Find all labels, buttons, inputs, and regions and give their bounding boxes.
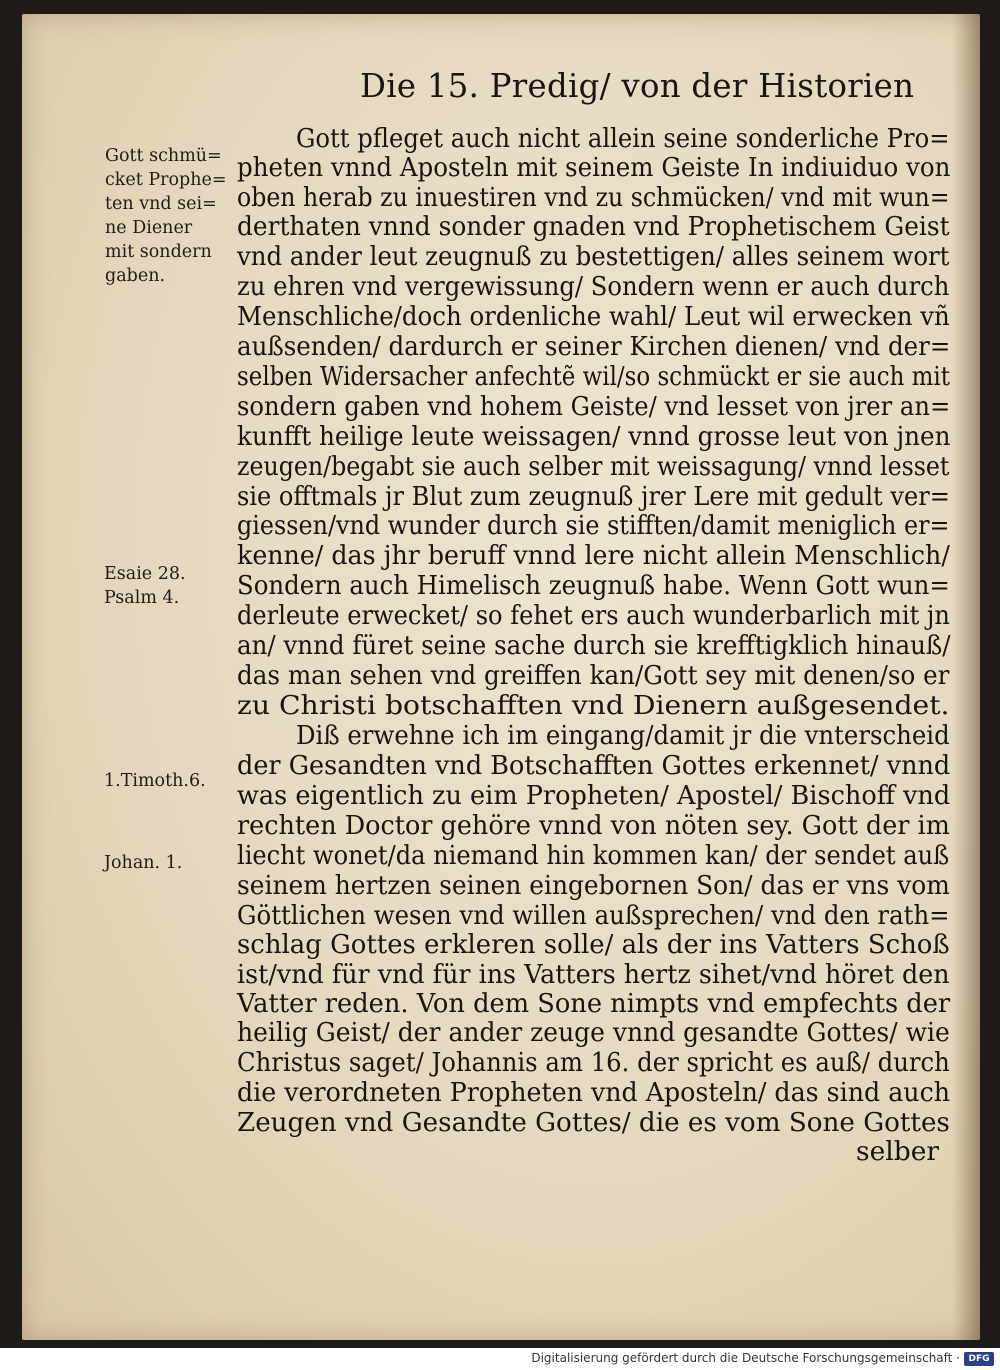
dfg-logo — [964, 1352, 994, 1366]
footer-credit: Digitalisierung gefördert durch die Deutsche Forschungsgemeinschaft · — [531, 1351, 960, 1365]
body-line: an/ vnnd füret seine sache durch sie krefftigklich hinauß/ — [237, 630, 951, 661]
body-line: Vatter reden. Von dem Sone nimpts vnd empfechts der — [237, 988, 951, 1019]
margin-note-line: cket Prophe= — [105, 170, 227, 190]
body-line: seinem hertzen seinen eingebornen Son/ das er vns vom — [237, 870, 950, 901]
margin-note-line: gaben. — [105, 266, 166, 286]
body-line: zu ehren vnd vergewissung/ Sondern wenn er auch durch — [237, 271, 950, 302]
body-line: die verordneten Propheten vnd Aposteln/ das sind auch — [237, 1077, 951, 1108]
body-line: kunfft heilige leute weissagen/ vnnd grosse leut von jnen — [237, 421, 951, 452]
body-line: Sondern auch Himelisch zeugnuß habe. Wenn Gott wun= — [237, 570, 950, 601]
margin-note-esaie: Esaie 28. — [104, 564, 186, 584]
body-line: derleute erwecket/ so fehet ers auch wunderbarlich mit jn — [237, 600, 950, 631]
body-line: sie offtmals jr Blut zum zeugnuß jrer Lere mit gedult ver= — [237, 481, 950, 512]
body-line: derthaten vnnd sonder gnaden vnd Prophetischem Geist — [237, 211, 950, 242]
margin-note-johan: Johan. 1. — [104, 853, 183, 873]
body-line: zu Christi botschafften vnd Dienern außgesendet. — [237, 690, 950, 721]
body-line: schlag Gottes erkleren solle/ als der ins Vatters Schoß — [237, 929, 950, 960]
margin-note-line: ten vnd sei= — [105, 194, 217, 214]
page-spine-shadow — [952, 14, 980, 1340]
body-line: zeugen/begabt sie auch selber mit weissagung/ vnnd lesset — [237, 451, 950, 482]
body-line: Gott pfleget auch nicht allein seine sonderliche Pro= — [296, 123, 950, 154]
body-line: rechten Doctor gehöre vnnd von nöten sey. Gott der im — [237, 810, 950, 841]
body-line: heilig Geist/ der ander zeuge vnnd gesandte Gottes/ wie — [237, 1017, 950, 1048]
margin-note-psalm: Psalm 4. — [104, 588, 180, 608]
margin-note-timoth: 1.Timoth.6. — [104, 771, 206, 791]
body-line: ist/vnd für vnd für ins Vatters hertz sihet/vnd höret den — [237, 959, 950, 990]
body-line: der Gesandten vnd Botschafften Gottes erkennet/ vnnd — [237, 750, 951, 781]
body-line: Göttlichen wesen vnd willen außsprechen/ vnd den rath= — [237, 900, 950, 931]
margin-note-line: ne Diener — [105, 218, 193, 238]
body-line: giessen/vnd wunder durch sie stifften/damit meniglich er= — [237, 510, 950, 541]
body-line: liecht wonet/da niemand hin kommen kan/ der sendet auß — [237, 840, 950, 871]
catchword: selber — [856, 1136, 940, 1167]
body-line: Diß erwehne ich im eingang/damit jr die vnterscheid — [296, 720, 950, 751]
body-line: Christus saget/ Johannis am 16. der spricht es auß/ durch — [237, 1047, 950, 1078]
body-line: das man sehen vnd greiffen kan/Gott sey mit denen/so er — [237, 660, 950, 691]
margin-note-line: mit sondern — [105, 242, 212, 262]
body-line: außsenden/ dardurch er seiner Kirchen dienen/ vnd der= — [237, 331, 951, 362]
body-line: selben Widersacher anfechtẽ wil/so schmückt er sie auch mit — [237, 361, 950, 392]
footer-bar — [0, 1348, 1000, 1370]
body-line: vnd ander leut zeugnuß zu bestettigen/ alles seinem wort — [237, 241, 950, 272]
margin-note-line: Gott schmü= — [105, 146, 222, 166]
body-line: Menschliche/doch ordenliche wahl/ Leut wil erwecken vñ — [237, 301, 950, 332]
body-line: sondern gaben vnd hohem Geiste/ vnd lesset von jrer an= — [237, 391, 951, 422]
body-line: Zeugen vnd Gesandte Gottes/ die es vom Sone Gottes — [237, 1107, 950, 1138]
body-line: kenne/ das jhr beruff vnnd lere nicht allein Menschlich/ — [237, 540, 950, 571]
body-line: oben herab zu inuestiren vnd zu schmücken/ vnd mit wun= — [237, 182, 950, 213]
dfg-logo-text: DFG — [968, 1354, 990, 1364]
body-line: was eigentlich zu eim Propheten/ Apostel/ Bischoff vnd — [237, 780, 951, 811]
running-header: Die 15. Predig/ von der Historien — [360, 66, 915, 105]
body-line: pheten vnnd Aposteln mit seinem Geiste In indiuiduo von — [237, 152, 951, 183]
